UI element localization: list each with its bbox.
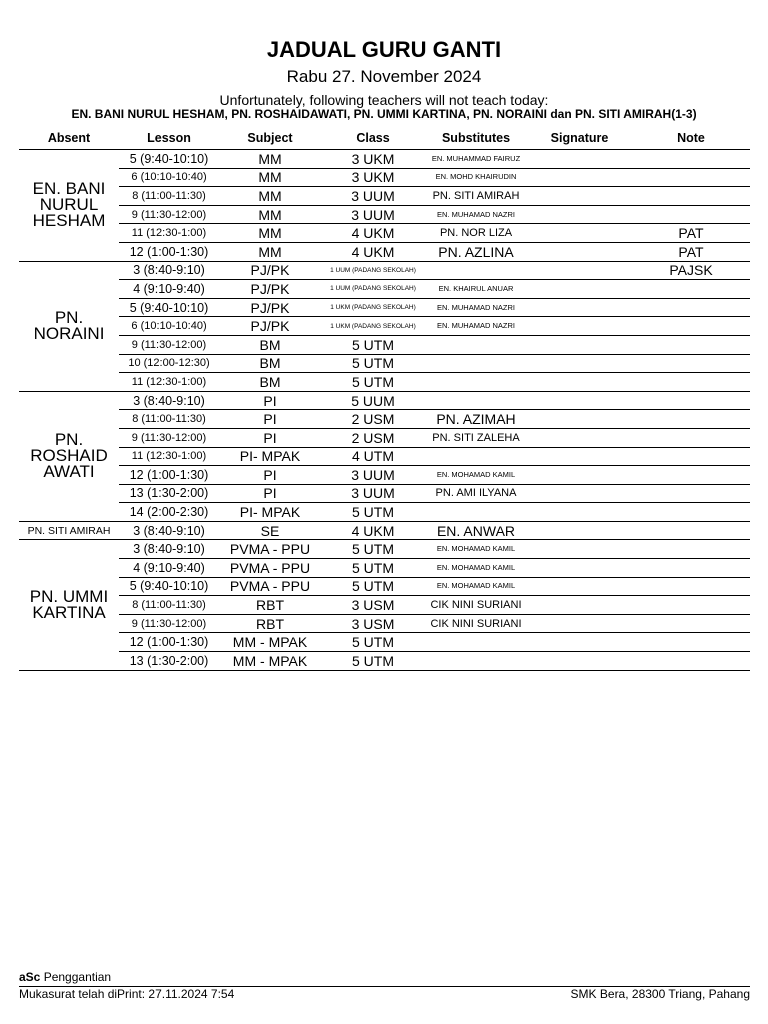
page-title: JADUAL GURU GANTI	[266, 37, 502, 62]
note-cell: PAT	[632, 242, 750, 261]
table-row	[19, 317, 750, 336]
class-cell: 3 UUM	[321, 484, 425, 503]
note-cell	[632, 447, 750, 466]
note-cell	[632, 298, 750, 317]
note-cell	[632, 205, 750, 224]
subject-cell: MM - MPAK	[219, 652, 321, 671]
subject-cell: PI- MPAK	[219, 503, 321, 522]
substitute-cell: EN. KHAIRUL ANUAR	[425, 280, 527, 299]
signature-cell	[527, 373, 632, 392]
signature-cell	[527, 559, 632, 578]
note-cell: PAT	[632, 224, 750, 243]
lesson-cell: 11 (12:30-1:00)	[119, 224, 219, 243]
class-cell: 4 UKM	[321, 242, 425, 261]
signature-cell	[527, 205, 632, 224]
signature-cell	[527, 335, 632, 354]
column-header-absent: Absent	[19, 127, 119, 150]
table-row	[19, 168, 750, 187]
class-cell: 3 UKM	[321, 150, 425, 169]
note-cell	[632, 410, 750, 429]
subject-cell: PVMA - PPU	[219, 559, 321, 578]
substitute-cell	[425, 652, 527, 671]
signature-cell	[527, 261, 632, 280]
substitute-cell	[425, 373, 527, 392]
class-cell: 1 UUM (PADANG SEKOLAH)	[321, 280, 425, 299]
column-header-substitutes: Substitutes	[425, 127, 527, 150]
table-row	[19, 540, 750, 559]
table-row	[19, 391, 750, 410]
note-cell	[632, 633, 750, 652]
signature-cell	[527, 168, 632, 187]
note-cell	[632, 484, 750, 503]
substitute-cell	[425, 354, 527, 373]
substitute-cell: EN. MUHAMAD NAZRI	[425, 298, 527, 317]
note-cell	[632, 428, 750, 447]
subject-cell: PI	[219, 484, 321, 503]
table-row	[19, 354, 750, 373]
column-header-note: Note	[632, 127, 750, 150]
substitute-cell: CIK NINI SURIANI	[425, 614, 527, 633]
school-address: SMK Bera, 28300 Triang, Pahang	[570, 987, 750, 1001]
substitute-cell: EN. MOHAMAD KAMIL	[425, 577, 527, 596]
subject-cell: RBT	[219, 614, 321, 633]
class-cell: 5 UTM	[321, 503, 425, 522]
lesson-cell: 4 (9:10-9:40)	[119, 559, 219, 578]
subject-cell: PJ/PK	[219, 261, 321, 280]
subject-cell: PI	[219, 410, 321, 429]
column-header-lesson: Lesson	[119, 127, 219, 150]
subject-cell: PI	[219, 391, 321, 410]
column-header-class: Class	[321, 127, 425, 150]
subject-cell: PI	[219, 428, 321, 447]
signature-cell	[527, 577, 632, 596]
absence-notice: Unfortunately, following teachers will not teach today:	[219, 92, 549, 108]
lesson-cell: 8 (11:00-11:30)	[119, 596, 219, 615]
table-row	[19, 466, 750, 485]
substitute-cell: PN. SITI AMIRAH	[425, 187, 527, 206]
lesson-cell: 11 (12:30-1:00)	[119, 373, 219, 392]
substitute-cell	[425, 503, 527, 522]
lesson-cell: 10 (12:00-12:30)	[119, 354, 219, 373]
class-cell: 5 UTM	[321, 335, 425, 354]
lesson-cell: 9 (11:30-12:00)	[119, 614, 219, 633]
subject-cell: MM	[219, 150, 321, 169]
note-cell	[632, 540, 750, 559]
table-row	[19, 335, 750, 354]
lesson-cell: 5 (9:40-10:10)	[119, 150, 219, 169]
lesson-cell: 6 (10:10-10:40)	[119, 168, 219, 187]
class-cell: 5 UTM	[321, 652, 425, 671]
class-cell: 4 UKM	[321, 521, 425, 540]
class-cell: 5 UUM	[321, 391, 425, 410]
substitute-cell: EN. ANWAR	[425, 521, 527, 540]
signature-cell	[527, 280, 632, 299]
column-header-subject: Subject	[219, 127, 321, 150]
app-name-bold: aSc	[19, 970, 41, 984]
table-row	[19, 447, 750, 466]
class-cell: 1 UKM (PADANG SEKOLAH)	[321, 317, 425, 336]
note-cell	[632, 373, 750, 392]
absent-teacher: EN. BANI NURUL HESHAM	[19, 150, 119, 262]
note-cell	[632, 335, 750, 354]
table-body	[19, 150, 750, 671]
lesson-cell: 12 (1:00-1:30)	[119, 242, 219, 261]
subject-cell: MM	[219, 168, 321, 187]
substitute-cell: EN. MOHAMAD KAMIL	[425, 559, 527, 578]
substitute-cell: PN. SITI ZALEHA	[425, 428, 527, 447]
app-name	[19, 970, 111, 984]
table-row	[19, 373, 750, 392]
class-cell: 5 UTM	[321, 354, 425, 373]
lesson-cell: 8 (11:00-11:30)	[119, 187, 219, 206]
class-cell: 5 UTM	[321, 577, 425, 596]
lesson-cell: 8 (11:00-11:30)	[119, 410, 219, 429]
substitution-table	[19, 127, 750, 671]
lesson-cell: 12 (1:00-1:30)	[119, 466, 219, 485]
note-cell: PAJSK	[632, 261, 750, 280]
lesson-cell: 4 (9:10-9:40)	[119, 280, 219, 299]
lesson-cell: 13 (1:30-2:00)	[119, 652, 219, 671]
subject-cell: BM	[219, 373, 321, 392]
table-row	[19, 577, 750, 596]
absent-teachers-list: EN. BANI NURUL HESHAM, PN. ROSHAIDAWATI, PN. UMMI KARTINA, PN. NORAINI dan PN. SITI AMIRAH(1-3)	[71, 107, 697, 121]
lesson-cell: 9 (11:30-12:00)	[119, 335, 219, 354]
substitute-cell: EN. MOHAMAD KAMIL	[425, 466, 527, 485]
table-row	[19, 298, 750, 317]
lesson-cell: 13 (1:30-2:00)	[119, 484, 219, 503]
lesson-cell: 9 (11:30-12:00)	[119, 428, 219, 447]
table-row	[19, 559, 750, 578]
subject-cell: MM	[219, 187, 321, 206]
subject-cell: SE	[219, 521, 321, 540]
app-name-rest: Penggantian	[40, 970, 112, 984]
subject-cell: BM	[219, 354, 321, 373]
lesson-cell: 6 (10:10-10:40)	[119, 317, 219, 336]
signature-cell	[527, 242, 632, 261]
class-cell: 4 UTM	[321, 447, 425, 466]
class-cell: 3 UKM	[321, 168, 425, 187]
subject-cell: PJ/PK	[219, 298, 321, 317]
signature-cell	[527, 224, 632, 243]
table-row	[19, 596, 750, 615]
signature-cell	[527, 447, 632, 466]
note-cell	[632, 354, 750, 373]
class-cell: 4 UKM	[321, 224, 425, 243]
lesson-cell: 3 (8:40-9:10)	[119, 391, 219, 410]
absent-teacher: PN. NORAINI	[19, 261, 119, 391]
subject-cell: PJ/PK	[219, 317, 321, 336]
subject-cell: PI	[219, 466, 321, 485]
subject-cell: BM	[219, 335, 321, 354]
note-cell	[632, 466, 750, 485]
signature-cell	[527, 354, 632, 373]
column-header-signature: Signature	[527, 127, 632, 150]
substitute-cell: EN. MOHD KHAIRUDIN	[425, 168, 527, 187]
table-row	[19, 205, 750, 224]
class-cell: 1 UUM (PADANG SEKOLAH)	[321, 261, 425, 280]
subject-cell: MM	[219, 205, 321, 224]
signature-cell	[527, 540, 632, 559]
class-cell: 5 UTM	[321, 633, 425, 652]
class-cell: 3 USM	[321, 596, 425, 615]
subject-cell: PJ/PK	[219, 280, 321, 299]
table-header-row	[19, 127, 750, 150]
note-cell	[632, 596, 750, 615]
class-cell: 5 UTM	[321, 373, 425, 392]
substitute-cell: EN. MOHAMAD KAMIL	[425, 540, 527, 559]
signature-cell	[527, 298, 632, 317]
note-cell	[632, 503, 750, 522]
note-cell	[632, 317, 750, 336]
note-cell	[632, 168, 750, 187]
subject-cell: MM - MPAK	[219, 633, 321, 652]
lesson-cell: 11 (12:30-1:00)	[119, 447, 219, 466]
table-row	[19, 224, 750, 243]
class-cell: 3 UUM	[321, 187, 425, 206]
table-row	[19, 280, 750, 299]
signature-cell	[527, 428, 632, 447]
lesson-cell: 3 (8:40-9:10)	[119, 540, 219, 559]
table-row	[19, 614, 750, 633]
substitute-cell: PN. NOR LIZA	[425, 224, 527, 243]
table-row	[19, 521, 750, 540]
substitute-cell: EN. MUHAMAD NAZRI	[425, 317, 527, 336]
table-row	[19, 261, 750, 280]
note-cell	[632, 391, 750, 410]
absent-teacher: PN. SITI AMIRAH	[19, 521, 119, 540]
class-cell: 5 UTM	[321, 559, 425, 578]
subject-cell: PVMA - PPU	[219, 577, 321, 596]
lesson-cell: 9 (11:30-12:00)	[119, 205, 219, 224]
table-row	[19, 187, 750, 206]
lesson-cell: 5 (9:40-10:10)	[119, 577, 219, 596]
table-row	[19, 410, 750, 429]
signature-cell	[527, 633, 632, 652]
absent-teacher: PN. ROSHAID AWATI	[19, 391, 119, 521]
note-cell	[632, 280, 750, 299]
subject-cell: RBT	[219, 596, 321, 615]
subject-cell: MM	[219, 242, 321, 261]
note-cell	[632, 652, 750, 671]
substitute-cell: PN. AMI ILYANA	[425, 484, 527, 503]
absent-teacher: PN. UMMI KARTINA	[19, 540, 119, 670]
signature-cell	[527, 484, 632, 503]
signature-cell	[527, 614, 632, 633]
table-row	[19, 633, 750, 652]
signature-cell	[527, 466, 632, 485]
substitute-cell	[425, 261, 527, 280]
table-row	[19, 428, 750, 447]
lesson-cell: 3 (8:40-9:10)	[119, 521, 219, 540]
signature-cell	[527, 503, 632, 522]
print-timestamp: Mukasurat telah diPrint: 27.11.2024 7:54	[19, 987, 235, 1001]
note-cell	[632, 521, 750, 540]
table-row	[19, 652, 750, 671]
note-cell	[632, 614, 750, 633]
note-cell	[632, 150, 750, 169]
note-cell	[632, 187, 750, 206]
substitute-cell: PN. AZIMAH	[425, 410, 527, 429]
subject-cell: PI- MPAK	[219, 447, 321, 466]
substitute-cell: EN. MUHAMAD NAZRI	[425, 205, 527, 224]
table-row	[19, 150, 750, 169]
table-row	[19, 242, 750, 261]
signature-cell	[527, 652, 632, 671]
lesson-cell: 5 (9:40-10:10)	[119, 298, 219, 317]
signature-cell	[527, 317, 632, 336]
lesson-cell: 12 (1:00-1:30)	[119, 633, 219, 652]
signature-cell	[527, 410, 632, 429]
table-row	[19, 503, 750, 522]
signature-cell	[527, 150, 632, 169]
signature-cell	[527, 391, 632, 410]
substitute-cell	[425, 633, 527, 652]
note-cell	[632, 559, 750, 578]
substitute-cell	[425, 391, 527, 410]
subject-cell: MM	[219, 224, 321, 243]
class-cell: 3 UUM	[321, 205, 425, 224]
class-cell: 2 USM	[321, 410, 425, 429]
schedule-date: Rabu 27. November 2024	[286, 67, 482, 86]
signature-cell	[527, 521, 632, 540]
class-cell: 2 USM	[321, 428, 425, 447]
signature-cell	[527, 596, 632, 615]
substitute-cell	[425, 335, 527, 354]
table-row	[19, 484, 750, 503]
class-cell: 3 USM	[321, 614, 425, 633]
signature-cell	[527, 187, 632, 206]
substitute-cell	[425, 447, 527, 466]
class-cell: 5 UTM	[321, 540, 425, 559]
substitute-cell: EN. MUHAMMAD FAIRUZ	[425, 150, 527, 169]
lesson-cell: 14 (2:00-2:30)	[119, 503, 219, 522]
lesson-cell: 3 (8:40-9:10)	[119, 261, 219, 280]
class-cell: 3 UUM	[321, 466, 425, 485]
note-cell	[632, 577, 750, 596]
class-cell: 1 UKM (PADANG SEKOLAH)	[321, 298, 425, 317]
substitute-cell: PN. AZLINA	[425, 242, 527, 261]
substitute-cell: CIK NINI SURIANI	[425, 596, 527, 615]
subject-cell: PVMA - PPU	[219, 540, 321, 559]
